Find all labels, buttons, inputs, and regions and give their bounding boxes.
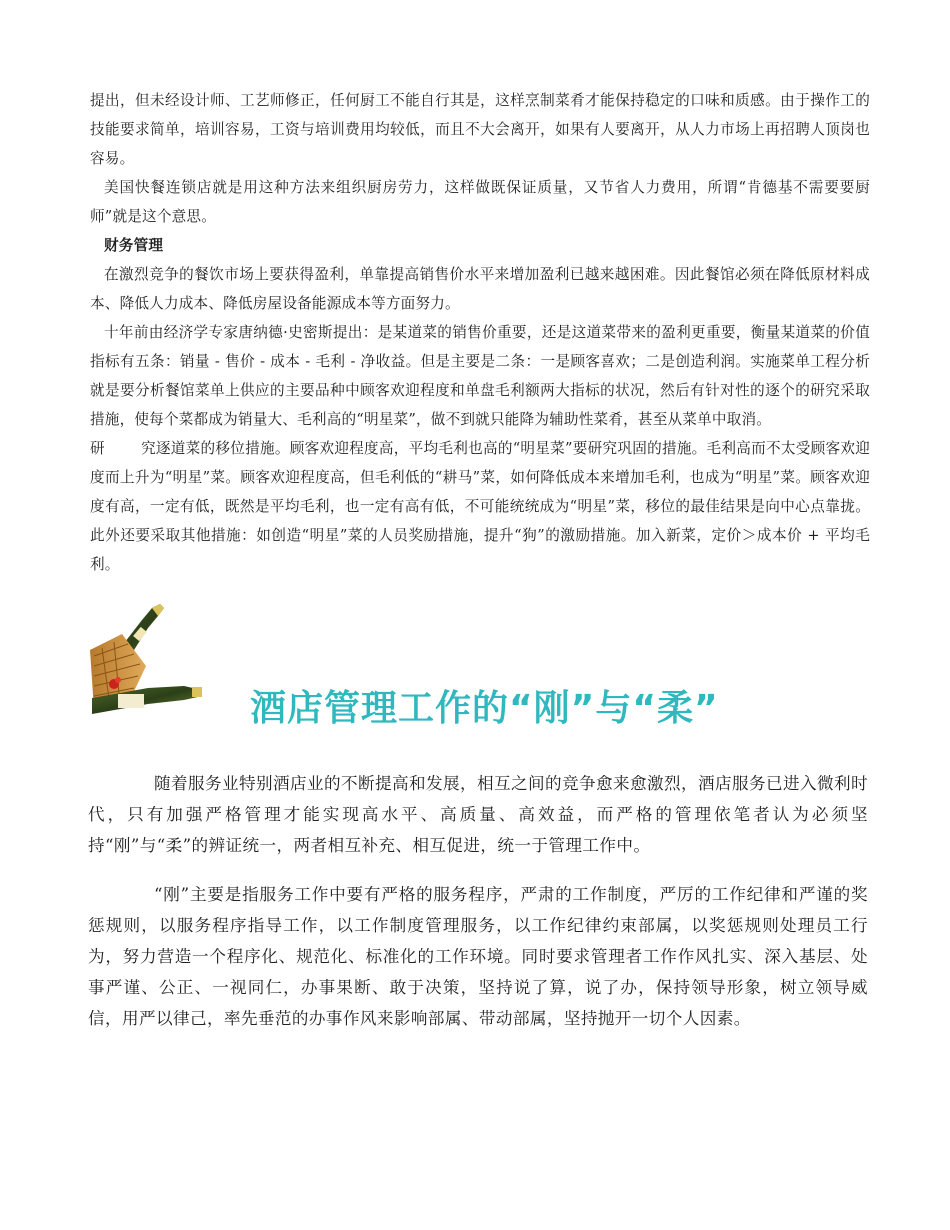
article-body: [88, 768, 868, 1052]
paragraph: [90, 434, 870, 579]
article-continuation: [90, 86, 870, 579]
paragraph-body: 究逐道菜的移位措施。顾客欢迎程度高，平均毛利也高的“明星菜”要研究巩固的措施。毛利高而不太受顾客欢迎度而上升为“明星”菜。顾客欢迎程度高，但毛利低的“耕马”菜，如何降低成本来增加毛利，也成为“明星”菜。顾客欢迎度有高，一定有低，既然是平均毛利，也一定有高有低，不可能统统成为“明星”菜，移位的最佳结果是向中心点靠拢。此外还要采取其他措施：如创造“明星”菜的人员奖励措施，提升“狗”的激励措施。加入新菜，定价＞成本价 + 平均毛利。: [90, 440, 870, 573]
paragraph: 随着服务业特别酒店业的不断提高和发展，相互之间的竞争愈来愈激烈，酒店服务已进入微利时代，只有加强严格管理才能实现高水平、高质量、高效益，而严格的管理依笔者认为必须坚持“刚”与“柔”的辨证统一，两者相互补充、相互促进，统一于管理工作中。: [88, 774, 868, 855]
paragraph: “刚”主要是指服务工作中要有严格的服务程序，严肃的工作制度，严厉的工作纪律和严谨的奖惩规则，以服务程序指导工作，以工作制度管理服务，以工作纪律约束部属，以奖惩规则处理员工行为，努力营造一个程序化、规范化、标准化的工作环境。同时要求管理者工作作风扎实、深入基层、处事严谨、公正、一视同仁，办事果断、敢于决策，坚持说了算，说了办，保持领导形象，树立领导威信，用严以律己，率先垂范的办事作风来影响部属、带动部属，坚持抛开一切个人因素。: [88, 885, 868, 1028]
paragraph: 美国快餐连锁店就是用这种方法来组织厨房劳力，这样做既保证质量，又节省人力费用，所谓“肯德基不需要要厨师”就是这个意思。: [90, 179, 870, 225]
paragraph: 提出，但未经设计师、工艺师修正，任何厨工不能自行其是，这样烹制菜肴才能保持稳定的口味和质感。由于操作工的技能要求简单，培训容易，工资与培训费用均较低，而且不大会离开，如果有人要离开，从人力市场上再招聘人顶岗也容易。: [90, 92, 870, 167]
paragraph: 十年前由经济学专家唐纳德·史密斯提出：是某道菜的销售价重要，还是这道菜带来的盈利更重要，衡量某道菜的价值指标有五条：销量 - 售价 - 成本 - 毛利 - 净收益。但是主要是二条：一是顾客喜欢；二是创造利润。实施菜单工程分析就是要分析餐馆菜单上供应的主要品种中顾客欢迎程度和单盘毛利额两大指标的状况，然后有针对性的逐个的研究采取措施，使每个菜都成为销量大、毛利高的“明星菜”，做不到就只能降为辅助性菜肴，甚至从菜单中取消。: [90, 324, 870, 428]
section-heading: 财务管理: [104, 237, 164, 254]
paragraph: 在激烈竞争的餐饮市场上要获得盈利，单靠提高销售价水平来增加盈利已越来越困难。因此餐馆必须在降低原材料成本、降低人力成本、降低房屋设备能源成本等方面努力。: [90, 266, 870, 312]
wine-bottles-illustration: [88, 600, 206, 722]
article-title: 酒店管理工作的“刚”与“柔”: [250, 688, 719, 729]
paragraph-lead-char: 研: [90, 440, 105, 457]
